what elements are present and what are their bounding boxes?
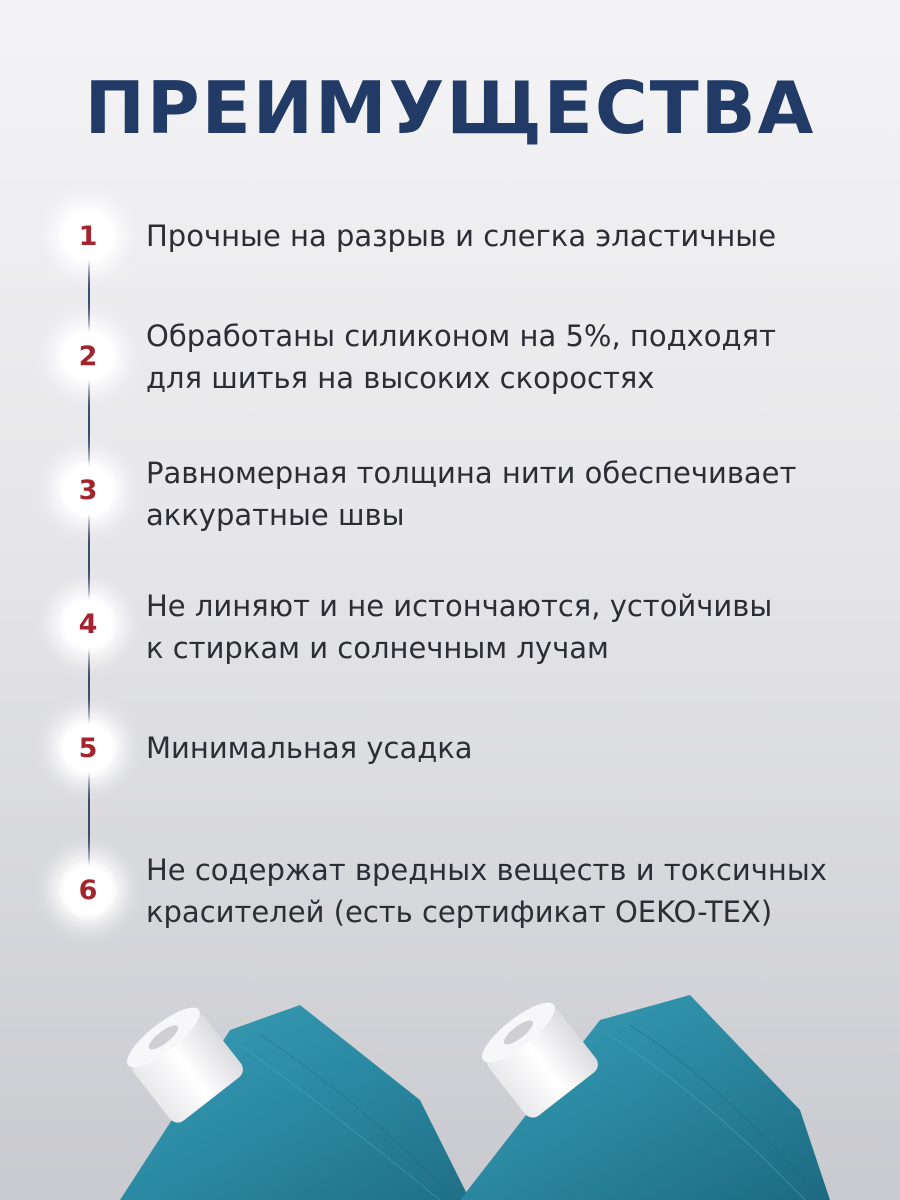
number-badge: 4 [58, 594, 118, 654]
advantage-line: Равномерная толщина нити обеспечивает [146, 456, 797, 490]
advantage-line: красителей (есть сертификат OEKO-TEX) [146, 895, 773, 929]
advantage-line: Минимальная усадка [146, 731, 473, 765]
advantage-text [146, 452, 876, 536]
advantage-text [146, 585, 876, 669]
number-badge: 6 [58, 860, 118, 920]
page-title: ПРЕИМУЩЕСТВА [84, 66, 816, 150]
number-badge: 1 [58, 206, 118, 266]
number-badge: 5 [58, 718, 118, 778]
advantage-line: Прочные на разрыв и слегка эластичные [146, 219, 777, 253]
number-badge: 2 [58, 326, 118, 386]
advantage-text [146, 849, 876, 933]
left-spool [119, 999, 470, 1200]
advantage-line: Не содержат вредных веществ и токсичных [146, 853, 827, 887]
advantage-text [146, 215, 876, 257]
advantage-text [146, 727, 876, 769]
advantage-line: Обработаны силиконом на 5%, подходят [146, 319, 776, 353]
advantage-text [146, 315, 876, 399]
thread-spools-image [0, 990, 900, 1200]
number-badge: 3 [58, 460, 118, 520]
advantage-line: аккуратные швы [146, 498, 405, 532]
right-spool [460, 994, 830, 1200]
advantage-line: Не линяют и не истончаются, устойчивы [146, 589, 773, 623]
advantage-line: для шитья на высоких скоростях [146, 361, 655, 395]
advantage-line: к стиркам и солнечным лучам [146, 631, 609, 665]
